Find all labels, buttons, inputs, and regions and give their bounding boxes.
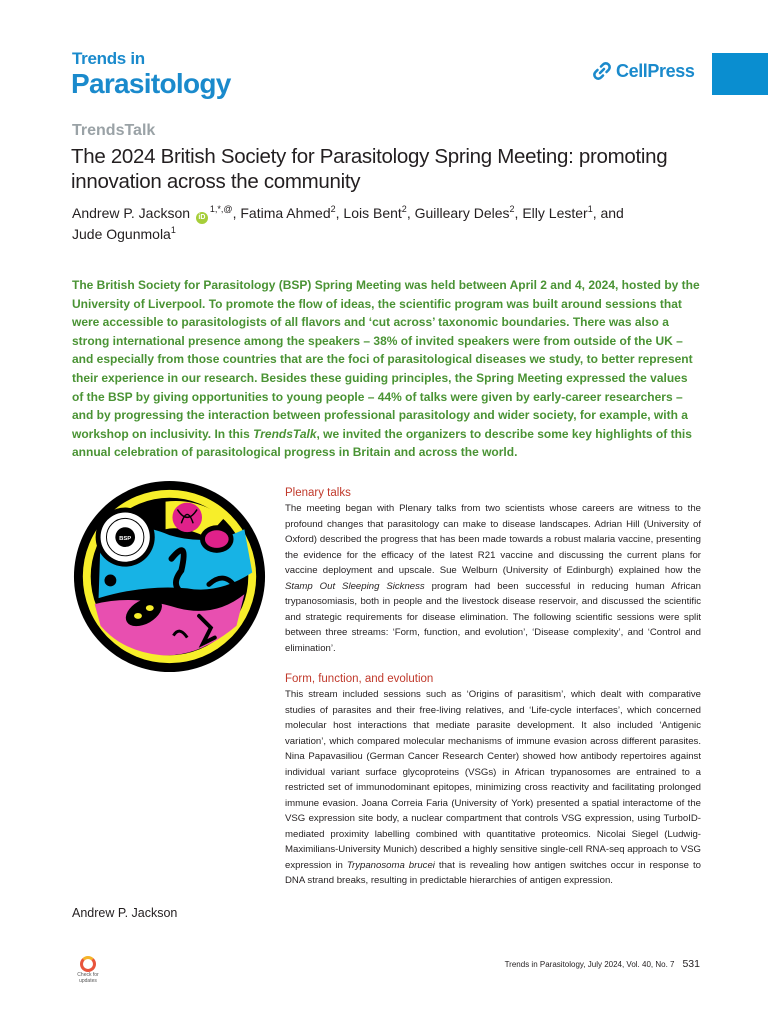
check-for-updates-badge[interactable] — [70, 956, 106, 988]
crossmark-label: Check for updates — [77, 972, 99, 984]
article-title: The 2024 British Society for Parasitology Spring Meeting: promoting innovation across the community — [71, 145, 668, 193]
crossmark-icon — [80, 956, 96, 972]
author-conjunction: and — [600, 205, 624, 221]
author-name[interactable]: Fatima Ahmed — [240, 205, 331, 221]
svg-text:BSP: BSP — [119, 536, 132, 543]
author-name[interactable]: Jude Ogunmola — [72, 226, 171, 242]
abstract: The British Society for Parasitology (BSP) Spring Meeting was held between April 2 and 4, 2024, hosted by the University of Liverpool. To promote the flow of ideas, the scientific program was built around sessions that were accessible to parasitologists of all flavors and ‘cut across’ taxonomic boundaries. There was also a strong international presence among the speakers – 38% of invited speakers were from outside of the UK – and especially from those countries that are the foci of parasitological diseases we study, to better represent their experience in our research. Besides these guiding principles, the Spring Meeting expressed the values of the BSP by giving opportunities to young people – 44% of talks were given by early-career researchers – and by progressing the interaction between professional parasitology and wider society, for example, with a workshop on inclusivity. In this TrendsTalk, we invited the organizers to describe some key highlights of this annual celebration of parasitological progress in Britain and across the world. — [72, 278, 700, 460]
figure-caption: Andrew P. Jackson — [72, 906, 178, 920]
author-affiliation: 2 — [401, 204, 407, 214]
author-affiliation: 1 — [587, 204, 593, 214]
journal-color-tab — [712, 53, 768, 95]
section-body: This stream included sessions such as ‘Origins of parasitism’, which dealt with comparative studies of parasites and their free-living relatives, and ‘Life-cycle interfaces’, which concerned molecular host interactions that mediate parasite development. It also included ‘Antigenic variation’, which compared molecular mechanisms of immune evasion across different parasites. Nina Papavasiliou (German Cancer Research Center) showed how antibody repertoires against individual variant surface glycoproteins (VSGs) in African trypanosomes are entrained to a restricted set of immunodominant epitopes, minimizing cross reactivity and facilitating prolonged immune evasion. Joana Correia Faria (University of York) presented a spatial interactome of the VSG expression site body, a nuclear compartment that controls VSG expression, using TurboID-mediated proximity labelling combined with quantitative proteomics. Nicolai Siegel (Ludwig-Maximilians-University Munich) described a highly sensitive single-cell RNA-seq approach to VSG expression in Trypanosoma brucei that is revealing how antigen switches occur in response to DNA strand breaks, resulting in predictable hierarchies of antigen expression. — [285, 689, 701, 886]
article-type: TrendsTalk — [72, 122, 156, 139]
orcid-icon[interactable]: iD — [196, 212, 208, 224]
abstract-italic-term: TrendsTalk — [253, 426, 317, 441]
author-name[interactable]: Lois Bent — [343, 205, 402, 221]
form-function-section — [285, 673, 701, 889]
section-body: The meeting began with Plenary talks from two scientists whose careers are witness to the profound changes that parasitology can make to disease landscapes. Adrian Hill (University of Oxford) described the progress that has been made towards a robust malaria vaccine, presenting the evidence for the efficacy of the latest R21 vaccine and discussing the current plans for vaccine deployment and upscale. Sue Welburn (University of Edinburgh) explained how the Stamp Out Sleeping Sickness program had been successful in reducing human African trypanosomiasis, both in people and the livestock disease reservoir, and discussed the scientific and strategic requirements for disease elimination. The following scientific sessions were split between three streams: ‘Form, function, and evolution’, ‘Disease complexity’, and ‘Control and elimination’. — [285, 503, 701, 654]
plenary-section — [285, 487, 701, 656]
journal-name-line1: Trends in — [72, 49, 145, 68]
author-name[interactable]: Andrew P. Jackson — [72, 205, 191, 221]
cellpress-logo[interactable] — [592, 60, 694, 82]
section-heading: Plenary talks — [285, 487, 351, 499]
cellpress-label: CellPress — [616, 60, 695, 81]
author-name[interactable]: Guilleary Deles — [414, 205, 510, 221]
page-footer — [505, 958, 700, 970]
author-name[interactable]: Elly Lester — [522, 205, 588, 221]
citation-line: Trends in Parasitology, July 2024, Vol. 40, No. 7 — [504, 960, 675, 969]
bsp-artwork-figure — [71, 478, 268, 675]
cellpress-link-icon — [592, 61, 612, 81]
species-name: Trypanosoma brucei — [346, 859, 435, 871]
author-affiliation: 2 — [330, 204, 336, 214]
page-number: 531 — [682, 958, 700, 970]
journal-name-line2: Parasitology — [71, 68, 231, 99]
author-affiliation: 2 — [509, 204, 515, 214]
author-list: Andrew P. Jackson $iD^{1,*,@}$, Fatima Ahmed$^2$, Lois Bent$^2$, Guilleary Deles$^2$, Elly Lester$^1$, and Jude Ogunmola$^1$ — [72, 204, 624, 242]
author-affiliation: 1,*,@ — [209, 204, 233, 214]
author-affiliation: 1 — [170, 225, 176, 235]
section-heading: Form, function, and evolution — [285, 673, 434, 685]
program-name: Stamp Out Sleeping Sickness — [285, 580, 425, 592]
